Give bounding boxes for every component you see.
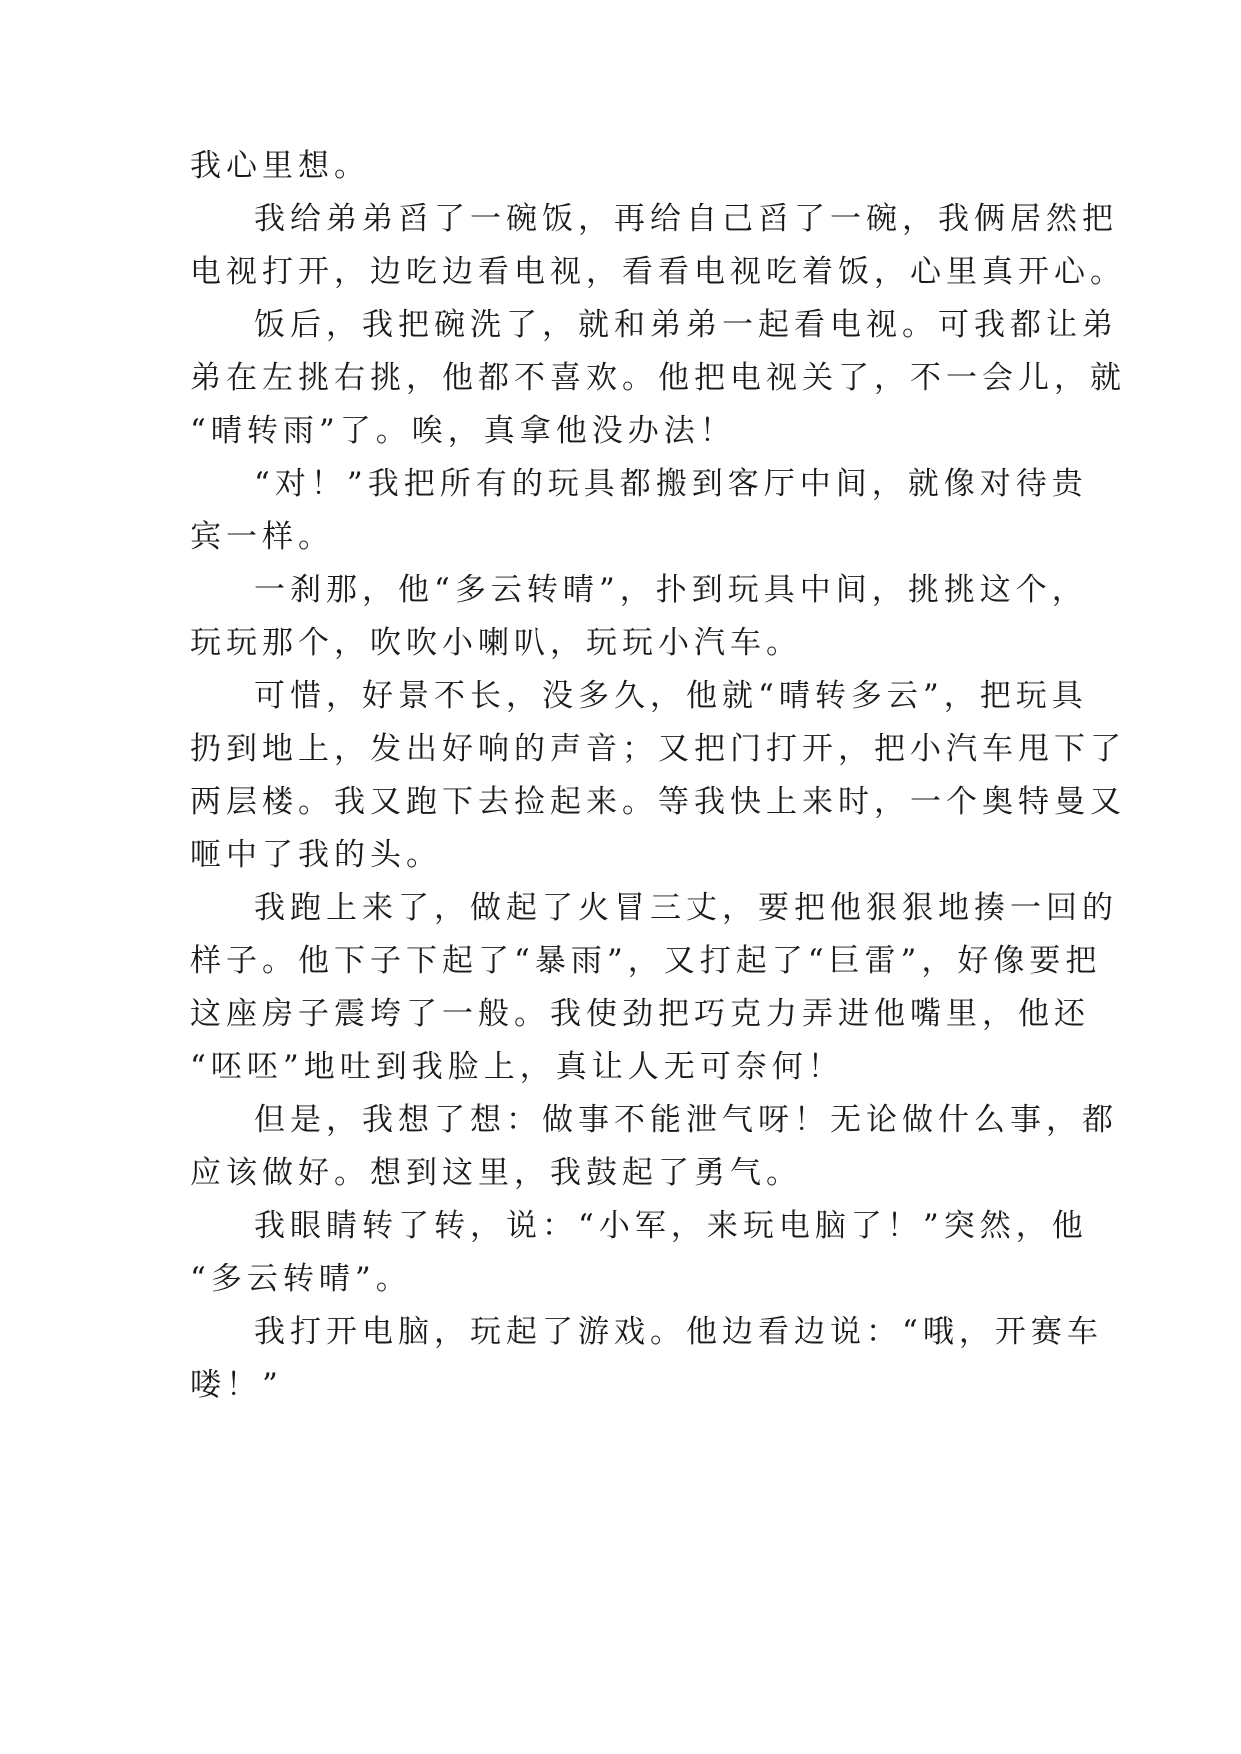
text-line: “晴转雨”了。唉，真拿他没办法！ bbox=[190, 413, 736, 449]
text-line: 样子。他下子下起了“暴雨”，又打起了“巨雷”，好像要把 bbox=[190, 943, 1102, 979]
text-line: “呸呸”地吐到我脸上，真让人无可奈何！ bbox=[190, 1049, 844, 1085]
text-line: “对！”我把所有的玩具都搬到客厅中间，就像对待贵 bbox=[254, 466, 1088, 502]
text-line: 可惜，好景不长，没多久，他就“晴转多云”，把玩具 bbox=[254, 678, 1088, 714]
text-line: 一刹那，他“多云转晴”，扑到玩具中间，挑挑这个， bbox=[254, 572, 1088, 608]
text-line: 但是，我想了想：做事不能泄气呀！无论做什么事，都 bbox=[254, 1102, 1118, 1138]
text-line: 扔到地上，发出好响的声音；又把门打开，把小汽车甩下了 bbox=[190, 731, 1126, 767]
text-line: 咂中了我的头。 bbox=[190, 837, 442, 873]
text-line: “多云转晴”。 bbox=[190, 1261, 412, 1297]
text-line: 这座房子震垮了一般。我使劲把巧克力弄进他嘴里，他还 bbox=[190, 996, 1090, 1032]
text-line: 弟在左挑右挑，他都不喜欢。他把电视关了，不一会儿，就 bbox=[190, 360, 1126, 396]
text-line: 应该做好。想到这里，我鼓起了勇气。 bbox=[190, 1155, 802, 1191]
text-line: 电视打开，边吃边看电视，看看电视吃着饭，心里真开心。 bbox=[190, 254, 1126, 290]
text-line: 我跑上来了，做起了火冒三丈，要把他狠狠地揍一回的 bbox=[254, 890, 1118, 926]
text-line: 我心里想。 bbox=[190, 148, 370, 184]
text-line: 我打开电脑，玩起了游戏。他边看边说：“哦，开赛车 bbox=[254, 1314, 1103, 1350]
text-line: 饭后，我把碗洗了，就和弟弟一起看电视。可我都让弟 bbox=[254, 307, 1118, 343]
text-line: 两层楼。我又跑下去捡起来。等我快上来时，一个奥特曼又 bbox=[190, 784, 1126, 820]
text-line: 宾一样。 bbox=[190, 519, 334, 555]
text-line: 我眼睛转了转，说：“小军，来玩电脑了！”突然，他 bbox=[254, 1208, 1088, 1244]
text-line: 我给弟弟舀了一碗饭，再给自己舀了一碗，我俩居然把 bbox=[254, 201, 1118, 237]
text-line: 玩玩那个，吹吹小喇叭，玩玩小汽车。 bbox=[190, 625, 802, 661]
text-line: 喽！” bbox=[190, 1367, 283, 1403]
